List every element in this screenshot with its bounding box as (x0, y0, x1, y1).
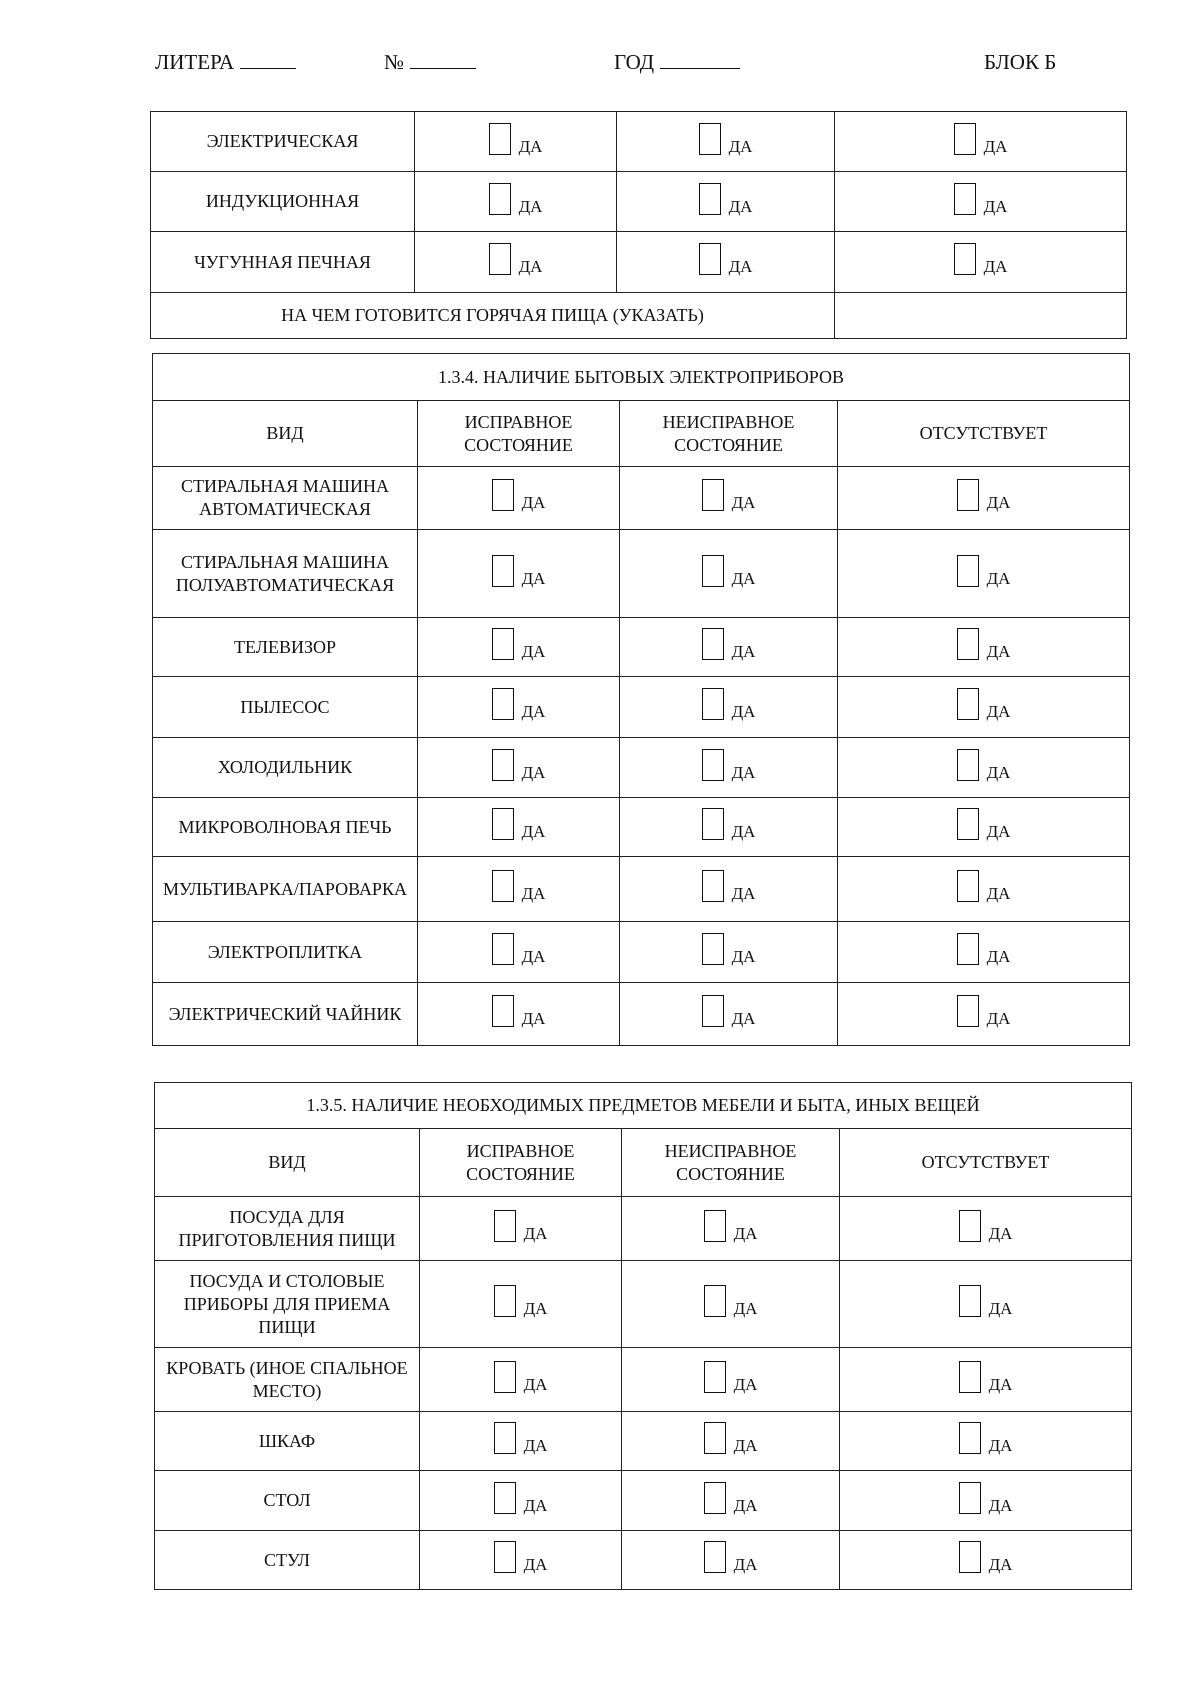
absent-checkbox-group[interactable] (957, 688, 1011, 720)
absent-cell (840, 1348, 1132, 1412)
checkbox-label: ДА (523, 1223, 548, 1243)
number-label: № (384, 50, 405, 74)
checkbox-label: ДА (733, 1374, 758, 1394)
faulty-checkbox-group[interactable] (699, 123, 753, 155)
checkbox[interactable] (957, 555, 979, 587)
absent-checkbox-group[interactable] (959, 1285, 1013, 1317)
checkbox-label: ДА (986, 642, 1011, 661)
checkbox-label: ДА (986, 568, 1011, 588)
row-label: СТОЛ (155, 1471, 420, 1531)
col-header-faulty: НЕИСПРАВНОЕ СОСТОЯНИЕ (620, 401, 838, 467)
faulty-cell (622, 1471, 840, 1531)
faulty-cell (620, 738, 838, 798)
working-cell (420, 1412, 622, 1471)
working-checkbox-group[interactable] (489, 183, 543, 215)
checkbox-label: ДА (521, 568, 546, 588)
faulty-checkbox-group[interactable] (702, 870, 756, 902)
row-label: ХОЛОДИЛЬНИК (153, 738, 418, 798)
working-checkbox-group[interactable] (494, 1210, 548, 1242)
faulty-checkbox-group[interactable] (702, 933, 756, 965)
checkbox[interactable] (702, 749, 724, 781)
checkbox[interactable] (957, 933, 979, 965)
working-cell (418, 983, 620, 1046)
checkbox-label: ДА (518, 196, 543, 216)
checkbox[interactable] (959, 1285, 981, 1317)
absent-checkbox-group[interactable] (957, 555, 1011, 587)
working-cell (415, 172, 617, 232)
working-cell (418, 857, 620, 922)
absent-checkbox-group[interactable] (957, 749, 1011, 781)
checkbox[interactable] (494, 1210, 516, 1242)
row-label: СТУЛ (155, 1531, 420, 1590)
working-cell (415, 232, 617, 293)
checkbox-label: ДА (523, 1299, 548, 1318)
row-label: МИКРОВОЛНОВАЯ ПЕЧЬ (153, 798, 418, 857)
checkbox[interactable] (957, 870, 979, 902)
faulty-cell (620, 677, 838, 738)
checkbox-label: ДА (983, 257, 1008, 276)
checkbox[interactable] (954, 243, 976, 275)
absent-cell (838, 983, 1130, 1046)
checkbox-label: ДА (728, 257, 753, 276)
checkbox[interactable] (957, 995, 979, 1027)
faulty-cell (622, 1261, 840, 1348)
working-cell (418, 798, 620, 857)
table-row (151, 232, 1127, 293)
row-label: ПЫЛЕСОС (153, 677, 418, 738)
checkbox-label: ДА (986, 702, 1011, 721)
table-row (155, 1531, 1132, 1590)
absent-checkbox-group[interactable] (959, 1541, 1013, 1573)
absent-cell (838, 530, 1130, 618)
faulty-cell (620, 798, 838, 857)
checkbox[interactable] (699, 243, 721, 275)
checkbox-label: ДА (523, 1555, 548, 1574)
faulty-cell (620, 983, 838, 1046)
faulty-cell (622, 1412, 840, 1471)
row-label: ТЕЛЕВИЗОР (153, 618, 418, 677)
checkbox-label: ДА (733, 1223, 758, 1243)
faulty-cell (620, 857, 838, 922)
absent-cell (840, 1197, 1132, 1261)
row-label: ПОСУДА И СТОЛОВЫЕ ПРИБОРЫ ДЛЯ ПРИЕМА ПИЩИ (155, 1261, 420, 1348)
checkbox[interactable] (492, 628, 514, 660)
col-header-kind: ВИД (155, 1129, 420, 1197)
checkbox-label: ДА (988, 1495, 1013, 1515)
faulty-checkbox-group[interactable] (702, 995, 756, 1027)
faulty-checkbox-group[interactable] (702, 749, 756, 781)
checkbox-label: ДА (521, 493, 546, 512)
year-field[interactable] (614, 50, 740, 75)
checkbox[interactable] (957, 628, 979, 660)
absent-checkbox-group[interactable] (959, 1422, 1013, 1454)
checkbox[interactable] (704, 1361, 726, 1393)
working-checkbox-group[interactable] (492, 688, 546, 720)
working-checkbox-group[interactable] (494, 1285, 548, 1317)
working-cell (418, 618, 620, 677)
absent-checkbox-group[interactable] (957, 995, 1011, 1027)
table-row (155, 1348, 1132, 1412)
table-row (153, 922, 1130, 983)
appliances-header-row (153, 401, 1130, 467)
faulty-checkbox-group[interactable] (704, 1361, 758, 1393)
absent-checkbox-group[interactable] (957, 808, 1011, 840)
checkbox-label: ДА (986, 822, 1011, 841)
checkbox[interactable] (702, 479, 724, 511)
absent-checkbox-group[interactable] (957, 628, 1011, 660)
row-label: ПОСУДА ДЛЯ ПРИГОТОВЛЕНИЯ ПИЩИ (155, 1197, 420, 1261)
faulty-checkbox-group[interactable] (702, 628, 756, 660)
absent-cell (840, 1412, 1132, 1471)
faulty-checkbox-group[interactable] (702, 555, 756, 587)
working-checkbox-group[interactable] (492, 555, 546, 587)
faulty-checkbox-group[interactable] (704, 1541, 758, 1573)
table-row (153, 677, 1130, 738)
checkbox-label: ДА (986, 947, 1011, 966)
working-checkbox-group[interactable] (492, 870, 546, 902)
faulty-checkbox-group[interactable] (699, 183, 753, 215)
checkbox-label: ДА (731, 493, 756, 512)
table-row (155, 1412, 1132, 1471)
checkbox-label: ДА (523, 1374, 548, 1394)
absent-cell (840, 1531, 1132, 1590)
working-cell (420, 1261, 622, 1348)
faulty-cell (622, 1197, 840, 1261)
absent-cell (835, 172, 1127, 232)
checkbox-label: ДА (518, 136, 543, 156)
checkbox-label: ДА (988, 1374, 1013, 1394)
checkbox-label: ДА (733, 1436, 758, 1455)
faulty-checkbox-group[interactable] (699, 243, 753, 275)
table-row (155, 1261, 1132, 1348)
checkbox-label: ДА (731, 762, 756, 782)
year-label: ГОД (614, 50, 655, 74)
working-checkbox-group[interactable] (489, 243, 543, 275)
checkbox-label: ДА (733, 1495, 758, 1515)
checkbox-label: ДА (523, 1495, 548, 1515)
litera-blank[interactable] (240, 50, 296, 69)
row-label: СТИРАЛЬНАЯ МАШИНА ПОЛУАВТОМАТИЧЕСКАЯ (153, 530, 418, 618)
faulty-checkbox-group[interactable] (704, 1285, 758, 1317)
number-blank[interactable] (410, 50, 476, 69)
checkbox[interactable] (489, 243, 511, 275)
absent-cell (838, 618, 1130, 677)
working-checkbox-group[interactable] (494, 1422, 548, 1454)
absent-cell (838, 798, 1130, 857)
checkbox-label: ДА (983, 136, 1008, 156)
checkbox[interactable] (699, 123, 721, 155)
absent-checkbox-group[interactable] (957, 479, 1011, 511)
checkbox-label: ДА (728, 196, 753, 216)
block-label: БЛОК Б (984, 50, 1057, 74)
checkbox[interactable] (494, 1422, 516, 1454)
faulty-cell (617, 232, 835, 293)
table-row (153, 618, 1130, 677)
checkbox-label: ДА (731, 568, 756, 588)
page-header (0, 50, 1200, 90)
faulty-cell (622, 1531, 840, 1590)
table-row (151, 172, 1127, 232)
absent-checkbox-group[interactable] (954, 183, 1008, 215)
checkbox-label: ДА (731, 947, 756, 966)
faulty-checkbox-group[interactable] (704, 1210, 758, 1242)
checkbox-label: ДА (731, 822, 756, 841)
working-cell (418, 922, 620, 983)
working-checkbox-group[interactable] (492, 628, 546, 660)
section-135-title: 1.3.5. НАЛИЧИЕ НЕОБХОДИМЫХ ПРЕДМЕТОВ МЕБЕЛИ И БЫТА, ИНЫХ ВЕЩЕЙ (155, 1083, 1132, 1129)
checkbox-label: ДА (986, 1009, 1011, 1028)
col-header-absent: ОТСУТСТВУЕТ (840, 1129, 1132, 1197)
faulty-cell (617, 172, 835, 232)
working-cell (415, 112, 617, 172)
absent-cell (835, 112, 1127, 172)
table-row (153, 467, 1130, 530)
col-header-faulty: НЕИСПРАВНОЕ СОСТОЯНИЕ (622, 1129, 840, 1197)
section-134-title: 1.3.4. НАЛИЧИЕ БЫТОВЫХ ЭЛЕКТРОПРИБОРОВ (153, 354, 1130, 401)
checkbox[interactable] (704, 1285, 726, 1317)
absent-cell (838, 467, 1130, 530)
checkbox[interactable] (494, 1541, 516, 1573)
litera-label: ЛИТЕРА (155, 50, 235, 74)
hot-food-question: НА ЧЕМ ГОТОВИТСЯ ГОРЯЧАЯ ПИЩА (УКАЗАТЬ) (151, 293, 835, 339)
absent-cell (835, 232, 1127, 293)
checkbox-label: ДА (986, 762, 1011, 782)
working-cell (418, 530, 620, 618)
working-cell (418, 738, 620, 798)
checkbox[interactable] (957, 749, 979, 781)
working-checkbox-group[interactable] (492, 933, 546, 965)
checkbox[interactable] (957, 808, 979, 840)
checkbox[interactable] (492, 870, 514, 902)
checkbox-label: ДА (988, 1555, 1013, 1574)
checkbox-label: ДА (521, 1009, 546, 1028)
checkbox[interactable] (702, 995, 724, 1027)
faulty-checkbox-group[interactable] (702, 688, 756, 720)
furniture-table (154, 1082, 1132, 1590)
checkbox-label: ДА (521, 642, 546, 661)
absent-checkbox-group[interactable] (954, 243, 1008, 275)
working-checkbox-group[interactable] (492, 479, 546, 511)
checkbox[interactable] (492, 555, 514, 587)
checkbox[interactable] (954, 183, 976, 215)
checkbox-label: ДА (986, 493, 1011, 512)
absent-cell (838, 677, 1130, 738)
col-header-absent: ОТСУТСТВУЕТ (838, 401, 1130, 467)
checkbox[interactable] (959, 1541, 981, 1573)
checkbox-label: ДА (731, 884, 756, 903)
faulty-cell (622, 1348, 840, 1412)
checkbox-label: ДА (988, 1436, 1013, 1455)
checkbox[interactable] (702, 808, 724, 840)
stove-table (150, 111, 1127, 339)
faulty-checkbox-group[interactable] (704, 1422, 758, 1454)
checkbox[interactable] (704, 1482, 726, 1514)
checkbox-label: ДА (731, 702, 756, 721)
absent-checkbox-group[interactable] (954, 123, 1008, 155)
row-label: ШКАФ (155, 1412, 420, 1471)
working-checkbox-group[interactable] (494, 1541, 548, 1573)
checkbox[interactable] (702, 870, 724, 902)
year-blank[interactable] (660, 50, 740, 69)
checkbox[interactable] (494, 1285, 516, 1317)
row-label: ЭЛЕКТРИЧЕСКАЯ (151, 112, 415, 172)
faulty-checkbox-group[interactable] (702, 479, 756, 511)
checkbox-label: ДА (988, 1223, 1013, 1243)
faulty-cell (620, 618, 838, 677)
table-row (153, 530, 1130, 618)
checkbox[interactable] (702, 688, 724, 720)
working-checkbox-group[interactable] (492, 995, 546, 1027)
table-row (153, 857, 1130, 922)
table-row (153, 798, 1130, 857)
col-header-kind: ВИД (153, 401, 418, 467)
table-row (153, 738, 1130, 798)
working-cell (420, 1531, 622, 1590)
faulty-checkbox-group[interactable] (704, 1482, 758, 1514)
checkbox[interactable] (957, 688, 979, 720)
table-row (153, 983, 1130, 1046)
checkbox[interactable] (699, 183, 721, 215)
absent-checkbox-group[interactable] (957, 870, 1011, 902)
row-label: ЧУГУННАЯ ПЕЧНАЯ (151, 232, 415, 293)
checkbox[interactable] (492, 479, 514, 511)
checkbox[interactable] (494, 1361, 516, 1393)
working-checkbox-group[interactable] (492, 808, 546, 840)
checkbox-label: ДА (731, 1009, 756, 1028)
checkbox[interactable] (954, 123, 976, 155)
checkbox-label: ДА (521, 884, 546, 903)
appliances-table (152, 353, 1130, 1046)
furniture-header-row (155, 1129, 1132, 1197)
checkbox-label: ДА (988, 1299, 1013, 1318)
absent-cell (840, 1471, 1132, 1531)
absent-checkbox-group[interactable] (957, 933, 1011, 965)
checkbox[interactable] (959, 1361, 981, 1393)
absent-cell (838, 922, 1130, 983)
working-cell (418, 467, 620, 530)
checkbox[interactable] (957, 479, 979, 511)
col-header-working: ИСПРАВНОЕ СОСТОЯНИЕ (420, 1129, 622, 1197)
table-row (155, 1471, 1132, 1531)
faulty-cell (620, 922, 838, 983)
hot-food-answer-field[interactable] (835, 293, 1127, 339)
col-header-working: ИСПРАВНОЕ СОСТОЯНИЕ (418, 401, 620, 467)
checkbox[interactable] (704, 1422, 726, 1454)
absent-checkbox-group[interactable] (959, 1482, 1013, 1514)
working-cell (420, 1471, 622, 1531)
row-label: КРОВАТЬ (ИНОЕ СПАЛЬНОЕ МЕСТО) (155, 1348, 420, 1412)
checkbox[interactable] (704, 1210, 726, 1242)
checkbox-label: ДА (521, 947, 546, 966)
faulty-checkbox-group[interactable] (702, 808, 756, 840)
checkbox-label: ДА (733, 1555, 758, 1574)
checkbox-label: ДА (986, 884, 1011, 903)
checkbox[interactable] (489, 183, 511, 215)
row-label: ЭЛЕКТРИЧЕСКИЙ ЧАЙНИК (153, 983, 418, 1046)
checkbox[interactable] (492, 995, 514, 1027)
checkbox[interactable] (959, 1482, 981, 1514)
checkbox-label: ДА (728, 136, 753, 156)
faulty-cell (617, 112, 835, 172)
checkbox[interactable] (489, 123, 511, 155)
checkbox[interactable] (702, 628, 724, 660)
checkbox[interactable] (959, 1210, 981, 1242)
checkbox-label: ДА (521, 702, 546, 721)
faulty-cell (620, 530, 838, 618)
hot-food-row (151, 293, 1127, 339)
working-checkbox-group[interactable] (494, 1361, 548, 1393)
absent-checkbox-group[interactable] (959, 1361, 1013, 1393)
checkbox-label: ДА (521, 762, 546, 782)
checkbox[interactable] (492, 688, 514, 720)
working-checkbox-group[interactable] (492, 749, 546, 781)
working-cell (418, 677, 620, 738)
absent-cell (840, 1261, 1132, 1348)
number-field[interactable] (384, 50, 476, 75)
checkbox-label: ДА (983, 196, 1008, 216)
absent-cell (838, 738, 1130, 798)
checkbox[interactable] (492, 749, 514, 781)
table-row (155, 1197, 1132, 1261)
working-checkbox-group[interactable] (494, 1482, 548, 1514)
row-label: МУЛЬТИВАРКА/ПАРОВАРКА (153, 857, 418, 922)
row-label: СТИРАЛЬНАЯ МАШИНА АВТОМАТИЧЕСКАЯ (153, 467, 418, 530)
checkbox[interactable] (494, 1482, 516, 1514)
checkbox[interactable] (492, 933, 514, 965)
checkbox[interactable] (704, 1541, 726, 1573)
table-row (151, 112, 1127, 172)
checkbox-label: ДА (523, 1436, 548, 1455)
checkbox-label: ДА (518, 257, 543, 276)
row-label: ЭЛЕКТРОПЛИТКА (153, 922, 418, 983)
checkbox[interactable] (702, 933, 724, 965)
absent-checkbox-group[interactable] (959, 1210, 1013, 1242)
working-cell (420, 1197, 622, 1261)
absent-cell (838, 857, 1130, 922)
checkbox[interactable] (702, 555, 724, 587)
litera-field[interactable] (155, 50, 296, 75)
checkbox[interactable] (492, 808, 514, 840)
working-cell (420, 1348, 622, 1412)
checkbox-label: ДА (521, 822, 546, 841)
row-label: ИНДУКЦИОННАЯ (151, 172, 415, 232)
checkbox-label: ДА (731, 642, 756, 661)
working-checkbox-group[interactable] (489, 123, 543, 155)
checkbox-label: ДА (733, 1299, 758, 1318)
checkbox[interactable] (959, 1422, 981, 1454)
faulty-cell (620, 467, 838, 530)
